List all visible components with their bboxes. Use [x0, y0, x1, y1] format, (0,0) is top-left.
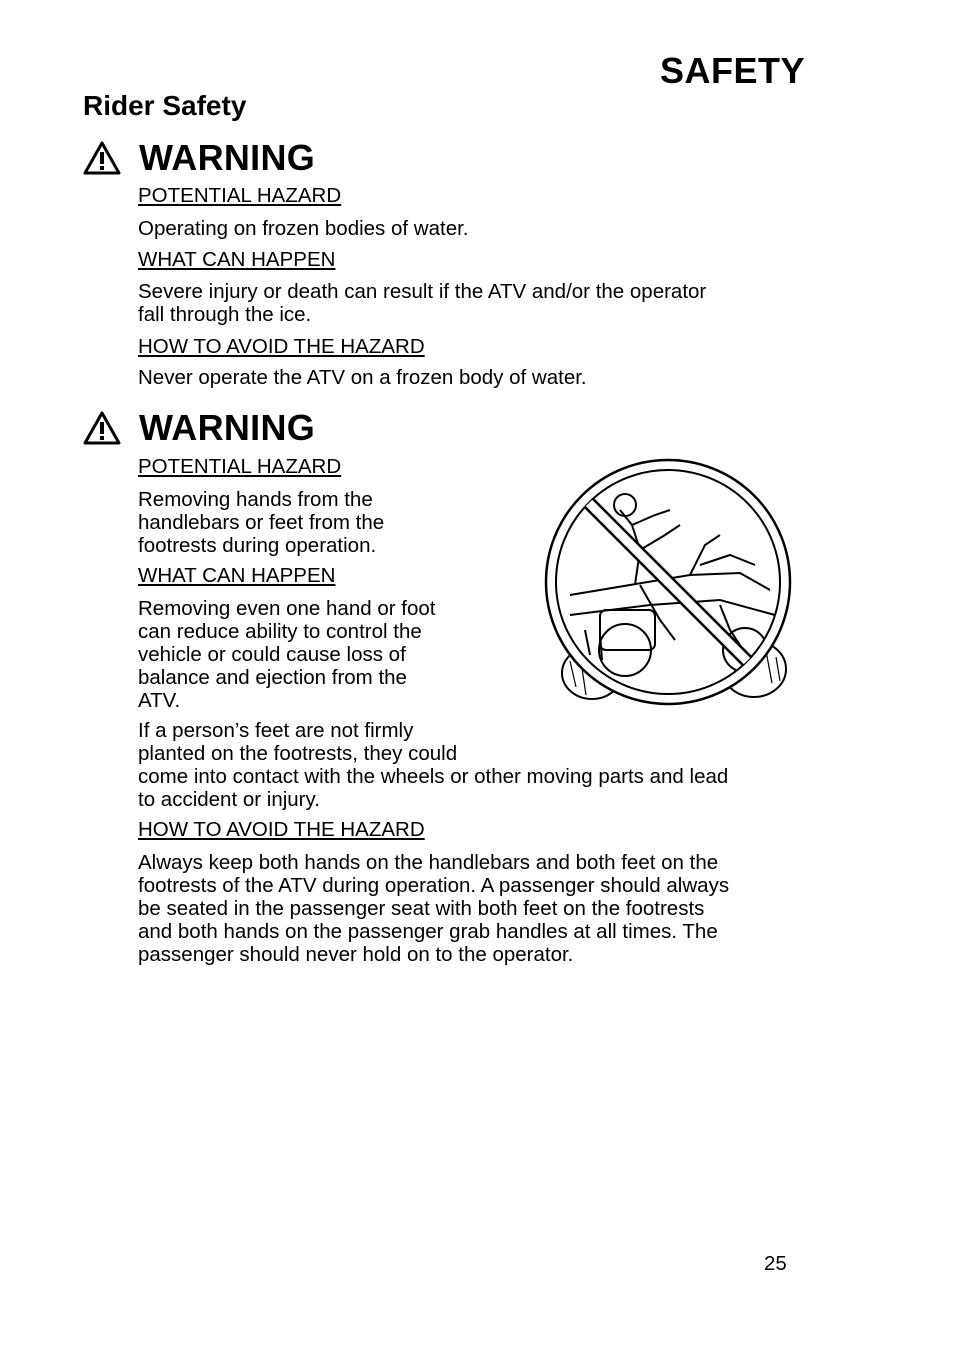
what-can-happen-text — [138, 280, 706, 326]
warning-label: WARNING — [139, 137, 316, 178]
text-line: to accident or injury. — [138, 788, 320, 811]
warning-heading-1 — [83, 137, 315, 179]
what-can-happen-heading: WHAT CAN HAPPEN — [138, 564, 336, 587]
avoid-hazard-text: Never operate the ATV on a frozen body of water. — [138, 366, 587, 389]
text-line: handlebars or feet from the — [138, 511, 385, 534]
section-title: SAFETY — [660, 50, 806, 91]
potential-hazard-text — [138, 488, 384, 557]
potential-hazard-heading: POTENTIAL HAZARD — [138, 455, 342, 478]
warning-label: WARNING — [139, 407, 316, 448]
text-line: vehicle or could cause loss of — [138, 643, 406, 666]
text-line: balance and ejection from the — [138, 666, 407, 689]
text-line: can reduce ability to control the — [138, 620, 422, 643]
text-line: and both hands on the passenger grab handles at all times. The — [138, 920, 718, 943]
what-can-happen-heading: WHAT CAN HAPPEN — [138, 248, 336, 271]
warning-triangle-icon — [83, 141, 121, 175]
text-line: be seated in the passenger seat with both feet on the footrests — [138, 897, 705, 920]
text-line: passenger should never hold on to the operator. — [138, 943, 574, 966]
warning-heading-2 — [83, 407, 315, 449]
text-line: If a person’s feet are not firmly — [138, 719, 414, 742]
text-line: footrests of the ATV during operation. A passenger should always — [138, 874, 730, 897]
text-line: fall through the ice. — [138, 303, 312, 326]
potential-hazard-text: Operating on frozen bodies of water. — [138, 217, 469, 240]
subsection-title: Rider Safety — [83, 90, 247, 121]
text-line: Severe injury or death can result if the ATV and/or the operator — [138, 280, 707, 303]
text-line: Always keep both hands on the handlebars and both feet on the — [138, 851, 719, 874]
warning-triangle-icon — [83, 411, 121, 445]
text-line: Removing even one hand or foot — [138, 597, 436, 620]
text-line: footrests during operation. — [138, 534, 377, 557]
avoid-hazard-text — [138, 851, 729, 966]
page-number: 25 — [764, 1252, 787, 1275]
potential-hazard-heading: POTENTIAL HAZARD — [138, 184, 342, 207]
text-line: come into contact with the wheels or other moving parts and lead — [138, 765, 729, 788]
avoid-hazard-heading: HOW TO AVOID THE HAZARD — [138, 335, 425, 358]
what-can-happen-text — [138, 597, 435, 712]
text-line: planted on the footrests, they could — [138, 742, 458, 765]
text-line: ATV. — [138, 689, 181, 712]
avoid-hazard-heading: HOW TO AVOID THE HAZARD — [138, 818, 425, 841]
feet-warning-text — [138, 719, 728, 811]
no-hands-no-feet-prohibited-icon — [540, 455, 796, 711]
text-line: Removing hands from the — [138, 488, 373, 511]
